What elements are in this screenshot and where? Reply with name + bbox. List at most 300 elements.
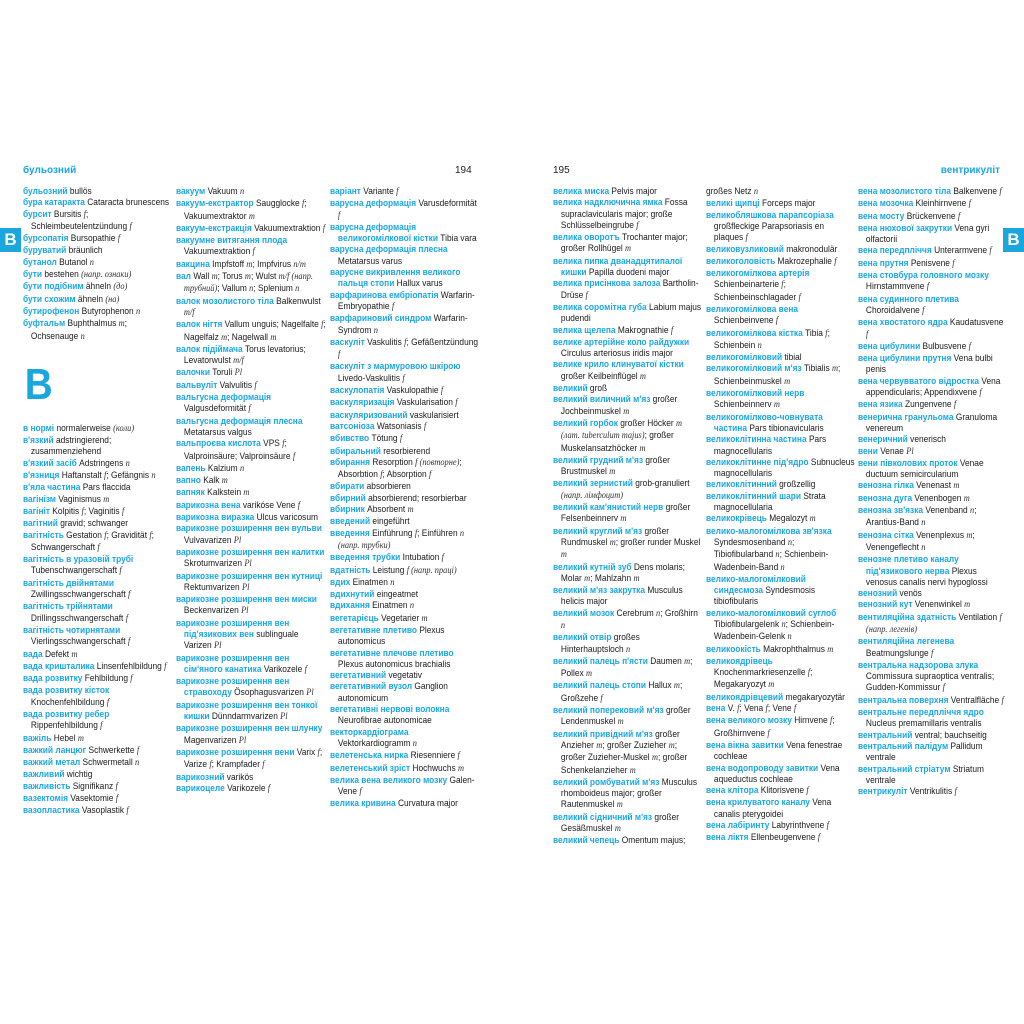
grammar-label: f (968, 199, 971, 210)
dictionary-entry (706, 513, 856, 525)
entry-headword: буруватий (23, 245, 67, 257)
entry-headword: васкуляризований (330, 409, 408, 421)
entry-translation: Dens molaris; Molar (560, 561, 685, 584)
grammar-label: m (221, 476, 228, 487)
grammar-label: f (942, 683, 945, 694)
entry-translation: V. (725, 703, 738, 715)
dictionary-entry (23, 805, 173, 817)
entry-translation: Tibia (802, 327, 826, 339)
dictionary-entry (176, 500, 327, 512)
dictionary-entry (176, 594, 327, 618)
grammar-label: f (115, 794, 119, 805)
dictionary-entry (553, 256, 703, 279)
entry-headword: вентральний (858, 729, 913, 741)
entry-translation: ; Großzehe (560, 680, 683, 704)
grammar-label: n (921, 518, 926, 529)
entry-translation: Warfarin-Syndrom (337, 313, 468, 336)
grammar-label: f (414, 528, 418, 539)
grammar-label: f (775, 316, 779, 327)
entry-translation: makronodulär (783, 244, 838, 256)
grammar-label: Pl (906, 446, 914, 457)
grammar-label: m (243, 488, 250, 499)
entry-translation: megakaryozytär (783, 691, 845, 703)
entry-headword: вбивство (330, 433, 370, 445)
entry-headword: вбирання (330, 456, 371, 468)
dictionary-entry (23, 186, 173, 197)
dictionary-entry (553, 729, 703, 777)
dictionary-entry (706, 198, 856, 209)
entry-translation: ; Vena (739, 703, 766, 715)
entry-headword: вакуум (176, 186, 206, 197)
dictionary-entry (176, 367, 327, 379)
dictionary-entry (330, 600, 480, 612)
dictionary-entry (23, 257, 173, 269)
grammar-label: m (625, 244, 632, 255)
entry-headword: введення трубки (330, 552, 401, 564)
dictionary-entry (706, 363, 856, 388)
entry-headword: велика надключична ямка (553, 197, 663, 209)
entry-translation: ; Vaginitis (83, 505, 122, 517)
entry-translation: Varikozele (224, 782, 268, 794)
entry-headword: вена цибулини (858, 340, 921, 352)
dictionary-entry (706, 785, 856, 797)
dictionary-entry (706, 352, 856, 363)
grammar-label: f (455, 398, 458, 409)
dictionary-entry (23, 769, 173, 780)
entry-translation: Hochwuchs (410, 762, 458, 774)
dictionary-entry (858, 660, 1006, 695)
dictionary-entry (553, 705, 703, 729)
dictionary-entry (176, 772, 327, 783)
entry-headword: великогомілковий м'яз (706, 363, 802, 375)
grammar-label: f (807, 668, 811, 679)
grammar-label: f (968, 341, 971, 352)
entry-headword: вагініт (23, 505, 50, 517)
grammar-label: f (826, 821, 829, 832)
entry-translation: Pars magnocellularis (713, 434, 827, 457)
entry-translation: varikös (224, 771, 254, 783)
grammar-label: (напр. лімфоцит) (560, 490, 624, 501)
grammar-label: f (404, 337, 407, 348)
entry-translation: ; Wulst (250, 271, 279, 283)
dictionary-entry (23, 435, 173, 458)
dictionary-entry (23, 306, 173, 318)
entry-headword: важкий метал (23, 757, 81, 769)
grammar-label: f (825, 328, 828, 339)
entry-headword: венозна гілка (858, 480, 914, 492)
entry-translation: normalerweise (54, 422, 114, 434)
entry-headword: вена язика (858, 399, 903, 411)
entry-headword: бурсит (23, 208, 52, 220)
grammar-label: m (963, 493, 970, 504)
dictionary-entry (858, 707, 1006, 730)
entry-translation: Neurofibrae autonomicae (337, 715, 432, 727)
grammar-label: m (684, 656, 691, 667)
entry-headword: варикозне розширення вен кутниці (176, 570, 323, 582)
dictionary-entry (23, 530, 173, 555)
entry-headword: бутанол (23, 256, 57, 268)
dictionary-entry (23, 294, 173, 306)
entry-translation: ; Großhirn (660, 607, 698, 619)
entry-translation: Curvatura major (395, 798, 458, 810)
grammar-label: f (130, 674, 133, 685)
entry-headword: вена цибулини прутня (858, 353, 952, 365)
entry-headword: вапень (176, 462, 206, 474)
entry-translation: großer Gesäßmuskel (560, 811, 680, 835)
entry-translation: Watsoniasis (374, 420, 424, 432)
dictionary-entry (858, 730, 1006, 741)
grammar-label: m (118, 319, 125, 330)
entry-headword: венозний (858, 588, 898, 600)
grammar-label: n (249, 284, 254, 295)
entry-headword: вада розвитку кісток (23, 685, 110, 697)
entry-headword: вена червувватого відростка (858, 375, 980, 387)
entry-headword: бура катаракта (23, 197, 85, 209)
dictionary-column-6 (858, 186, 1006, 798)
entry-translation: venerisch (907, 434, 946, 446)
entry-translation: Vakuumextraktion (251, 222, 323, 234)
entry-translation: ; Nagelwall (227, 331, 271, 343)
dictionary-entry (706, 434, 856, 457)
entry-translation: Ventrikulitis (907, 786, 955, 798)
entry-translation: Einatmen (350, 576, 391, 588)
dictionary-entry (23, 197, 173, 208)
entry-translation: vaskularisiert (407, 409, 459, 421)
dictionary-entry (330, 410, 480, 421)
entry-translation: eingeatmet (374, 589, 419, 601)
entry-headword: вагітність чотирнятами (23, 624, 121, 636)
grammar-label: m (827, 644, 834, 655)
dictionary-entry (706, 832, 856, 844)
entry-translation: Butyrophenon (79, 305, 137, 317)
dictionary-entry (330, 589, 480, 600)
entry-translation: Magenvarizen (183, 734, 239, 746)
entry-headword: вена (706, 703, 726, 715)
dictionary-entry (176, 344, 327, 368)
grammar-label: f (301, 199, 305, 210)
entry-headword: великий палець стопи (553, 680, 647, 692)
entry-translation: ; Gefängnis (106, 470, 152, 482)
entry-translation: eingeführt (370, 516, 410, 528)
entry-headword: вдих (330, 576, 351, 588)
entry-translation: Commissura supraoptica ventralis; Gudden-Kommissur (865, 671, 995, 694)
dictionary-entry (858, 636, 1006, 660)
dictionary-entry (330, 244, 480, 267)
dictionary-entry (23, 709, 173, 733)
entry-headword: вбиральний (330, 445, 381, 457)
entry-headword: велика пипка дванадцятипалої кишки (553, 255, 683, 279)
entry-translation: Tibiofibulargelenk (713, 618, 782, 630)
dictionary-entry (858, 186, 1006, 198)
grammar-label: f (164, 661, 167, 672)
entry-translation: Vena canalis pterygoidei (713, 797, 832, 820)
entry-headword: велика вена великого мозку (330, 774, 448, 786)
dictionary-entry (176, 463, 327, 475)
dictionary-entry (553, 325, 703, 337)
grammar-label: f (117, 234, 121, 245)
entry-translation: Strata magnocellularia (713, 490, 826, 514)
dictionary-entry (176, 223, 327, 235)
entry-translation: ; großer Schenkelanzieher (560, 752, 688, 776)
dictionary-entry (330, 198, 480, 222)
entry-translation: Balkenwulst (273, 295, 321, 307)
dictionary-entry (176, 296, 327, 320)
entry-translation: ; großer runder Muskel (615, 536, 701, 548)
entry-translation: Metatarsus varus (337, 255, 403, 267)
entry-translation: ; großer Zuzieher-Muskel (560, 739, 678, 764)
entry-translation: Livedo-Vaskulitis (337, 372, 403, 384)
grammar-label: m (784, 376, 791, 387)
entry-headword: вал (176, 271, 192, 283)
grammar-label: n (625, 644, 631, 655)
entry-headword: великий сідничний м'яз (553, 811, 653, 823)
dictionary-entry (23, 245, 173, 256)
dictionary-entry (23, 458, 173, 470)
grammar-label: m (71, 649, 78, 660)
entry-translation: Hallux (646, 680, 674, 692)
entry-headword: варикозне розширення вен калитки (176, 546, 325, 558)
entry-translation: ; Gefäßentzündung (406, 336, 479, 348)
entry-headword: в нормі (23, 422, 55, 434)
dictionary-entry (330, 775, 480, 799)
entry-translation: Kalkstein (204, 487, 244, 499)
entry-headword: вена мозочка (858, 198, 914, 210)
dictionary-entry (176, 747, 327, 772)
entry-headword: варикоцеле (176, 782, 225, 794)
dictionary-entry (553, 502, 703, 526)
dictionary-entry (330, 763, 480, 775)
dictionary-entry (858, 599, 1006, 611)
grammar-label: n (757, 340, 762, 351)
entry-translation: ; Schienbeinmuskel (713, 363, 841, 387)
dictionary-entry (23, 733, 173, 745)
entry-headword: важкий ланцюг (23, 744, 87, 756)
grammar-label: m (639, 371, 646, 382)
entry-translation: Makrognathie (615, 324, 671, 336)
entry-translation: Granuloma venereum (865, 411, 998, 434)
grammar-label: f (989, 246, 992, 257)
entry-translation: Vaskularisation (394, 397, 456, 409)
entry-headword: вентиляційна легенева (858, 636, 955, 648)
entry-translation: Syndesmosenband (713, 536, 788, 548)
entry-translation: Varusdeformität (416, 198, 477, 210)
dictionary-entry (23, 745, 173, 757)
entry-translation: Vaskulitis (364, 336, 405, 348)
entry-headword: вапняк (176, 487, 205, 499)
entry-translation: ; Arantius-Band (865, 505, 977, 529)
entry-headword: буфтальм (23, 318, 66, 330)
dictionary-entry (330, 397, 480, 409)
entry-headword: вена лабіринту (706, 820, 770, 832)
dictionary-entry (176, 271, 327, 296)
grammar-label: m (586, 669, 593, 680)
entry-translation: tibial (782, 352, 802, 364)
grammar-label: Pl (238, 735, 247, 746)
entry-translation: Unterarmvene (931, 245, 990, 257)
entry-translation: Pars flaccida (80, 482, 131, 494)
entry-headword: варикозне розширення вен шлунку (176, 723, 323, 735)
entry-translation: ; Varize (183, 746, 323, 771)
entry-headword: венозна дуга (858, 492, 913, 504)
dictionary-entry (706, 328, 856, 353)
entry-headword: варикозне розширення вен миски (176, 594, 317, 606)
entry-translation: Bartholin-Drüse (560, 278, 699, 301)
entry-translation: Schwermetall (80, 757, 136, 769)
grammar-label: m (244, 272, 251, 283)
entry-translation: Fehlbildung (82, 673, 131, 685)
grammar-label: f (262, 760, 265, 771)
dictionary-entry (706, 491, 856, 514)
grammar-label: f (252, 247, 255, 258)
entry-translation: großer Rundmuskel (560, 525, 670, 548)
entry-headword: великогомілковий нерв (706, 388, 805, 400)
entry-translation: großer Lendenmuskel (560, 705, 691, 728)
dictionary-entry (176, 571, 327, 595)
grammar-label: f (97, 542, 100, 553)
entry-translation: Cerebrum (614, 607, 657, 619)
entry-headword: великогомілково-човнувата частина (706, 411, 823, 434)
grammar-label: f (806, 786, 809, 797)
left-thumb-tab: В (0, 228, 21, 252)
grammar-label: n (80, 331, 85, 342)
entry-headword: варіант (330, 186, 361, 197)
entry-translation: Circulus arteriosus iridis major (560, 348, 673, 360)
grammar-label: n (295, 284, 300, 295)
grammar-label: n (373, 325, 378, 336)
entry-translation: Choroidalvene (865, 304, 923, 316)
grammar-label: m (248, 211, 255, 222)
grammar-label: n (787, 537, 793, 548)
entry-translation: ; Großhirnvene (713, 715, 835, 739)
entry-translation: bestehen (42, 269, 82, 281)
dictionary-entry (23, 318, 173, 343)
grammar-label: f (930, 648, 934, 659)
dictionary-entry (706, 740, 856, 763)
dictionary-entry (23, 649, 173, 661)
entry-headword: великий поперековий м'яз (553, 705, 664, 717)
entry-headword: вентральна надзорова злука (858, 659, 979, 671)
entry-translation: Schienbeinarterie (713, 279, 782, 291)
grammar-label: f (952, 258, 955, 269)
entry-headword: васкуліт з мармуровою шкірою (330, 361, 461, 373)
dictionary-entry (176, 186, 327, 198)
grammar-label: f (765, 704, 768, 715)
dictionary-entry (330, 727, 480, 751)
grammar-label: (до) (113, 282, 128, 293)
entry-headword: вагітність в уразовій трубі (23, 554, 134, 566)
dictionary-entry (330, 385, 480, 397)
grammar-label: f (267, 783, 271, 794)
grammar-label: m (596, 740, 603, 751)
entry-headword: ватсоніоза (330, 420, 375, 432)
dictionary-entry (858, 211, 1006, 223)
grammar-label: f (125, 613, 129, 624)
entry-translation: Buphthalmus (65, 318, 119, 330)
dictionary-entry (176, 523, 327, 547)
grammar-label: n (напр. трубки) (337, 528, 465, 551)
entry-headword: велика оворотъ (553, 232, 620, 244)
dictionary-entry (706, 388, 856, 412)
dictionary-entry (330, 446, 480, 457)
dictionary-entry (176, 319, 327, 344)
entry-headword: важливий (23, 769, 65, 781)
grammar-label: n (136, 306, 141, 317)
grammar-label: f (399, 434, 403, 445)
entry-translation: gravid; schwanger (57, 518, 129, 530)
entry-headword: велико-малогомілкова зв'язка (706, 525, 832, 537)
dictionary-entry (23, 482, 173, 493)
dictionary-entry (330, 577, 480, 589)
grammar-label: m (609, 467, 616, 478)
entry-translation: Kalzium (205, 462, 240, 474)
entry-translation: wichtig (64, 769, 93, 781)
dictionary-entry (858, 530, 1006, 555)
dictionary-entry (23, 423, 173, 435)
entry-translation: Plexus venosus canalis nervi hypoglossi (865, 565, 988, 588)
entry-headword: вада розвитку ребер (23, 708, 110, 720)
dictionary-entry (553, 197, 703, 232)
grammar-label: m (103, 494, 110, 505)
entry-translation: großfleckige Parapsoriasis en plaques (713, 220, 825, 244)
entry-translation: Vierlingsschwangerschaft (30, 636, 128, 648)
entry-translation: Haftanstalt (59, 470, 104, 482)
entry-translation: Vakuumextraktion (183, 246, 253, 258)
entry-translation: Valvulitis (217, 379, 255, 391)
dictionary-entry (706, 703, 856, 715)
grammar-label: f (585, 290, 588, 301)
entry-translation: ; Nagelfalz (183, 319, 326, 343)
dictionary-entry (858, 764, 1006, 787)
entry-translation: Balkenvene (950, 186, 1000, 197)
dictionary-entry (330, 625, 480, 648)
dictionary-entry (330, 337, 480, 362)
entry-translation: Beckenvarizen (183, 605, 242, 617)
grammar-label: f (817, 833, 821, 844)
entry-translation: Galen-Vene (337, 774, 475, 798)
left-running-head: бульозний (23, 165, 77, 176)
entry-translation: Varix (294, 746, 318, 758)
dictionary-entry (553, 418, 703, 455)
entry-translation: Venenbogen (912, 492, 964, 504)
entry-translation: Beatmungslunge (865, 647, 931, 659)
entry-headword: варикозне розширення вен тонкої кишки (176, 699, 318, 723)
entry-headword: вагітний (23, 518, 58, 530)
dictionary-entry (176, 438, 327, 463)
entry-translation: großzellig (776, 479, 816, 491)
entry-headword: великоокість (706, 643, 761, 655)
left-page-number: 194 (455, 165, 472, 176)
dictionary-entry (176, 487, 327, 499)
entry-headword: великоголовість (706, 255, 776, 267)
grammar-label: f (81, 506, 84, 517)
entry-translation: Hirnvene (791, 715, 830, 727)
dictionary-entry (330, 186, 480, 198)
entry-translation: Labyrinthvene (769, 820, 827, 832)
entry-headword: вегетативний (330, 670, 387, 682)
entry-translation: Pelvis major (609, 186, 657, 197)
entry-translation: Vena aqueductus cochleae (713, 762, 840, 785)
dictionary-entry (858, 258, 1006, 270)
entry-translation: ; Mahlzahn (590, 572, 634, 584)
grammar-label: f (380, 470, 383, 481)
entry-headword: великокрівець (706, 513, 767, 525)
entry-headword: великогомілкова кістка (706, 327, 803, 339)
entry-translation: ; Vakuumextraktor (183, 198, 307, 222)
entry-translation: großes Hinterhauptsloch (560, 632, 640, 655)
entry-headword: васкуліт (330, 336, 365, 348)
dictionary-entry (858, 223, 1006, 246)
dictionary-entry (858, 198, 1006, 210)
